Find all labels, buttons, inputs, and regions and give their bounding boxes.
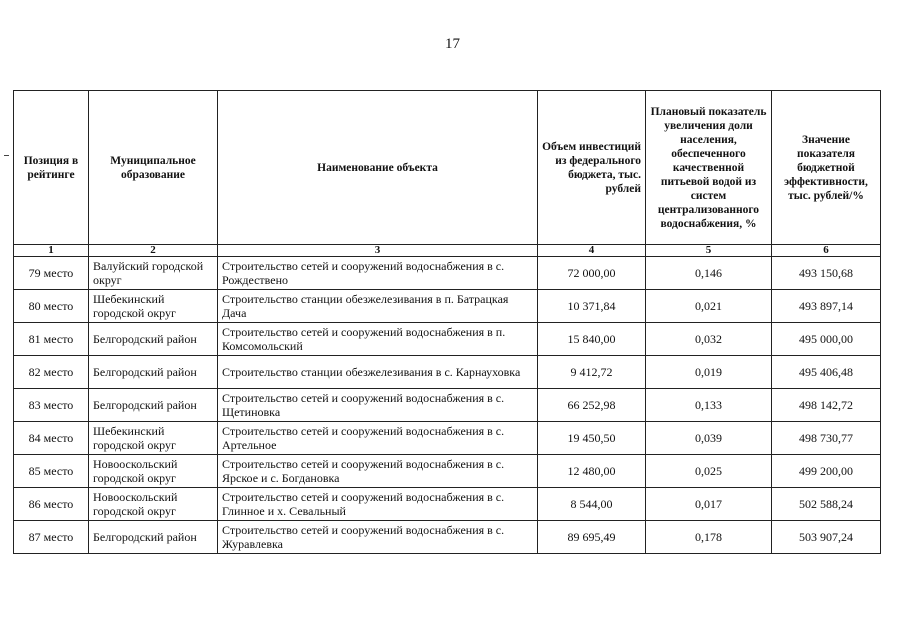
- margin-mark: [4, 155, 9, 156]
- cell-object: Строительство станции обезжелезивания в п. Батрацкая Дача: [218, 290, 538, 323]
- cell-municipality: Новооскольский городской округ: [89, 488, 218, 521]
- rating-table: [13, 90, 881, 554]
- column-number: 3: [218, 245, 538, 257]
- cell-investment: 10 371,84: [538, 290, 646, 323]
- cell-position: 87 место: [14, 521, 89, 554]
- table-row: [14, 356, 881, 389]
- cell-indicator: 0,021: [646, 290, 772, 323]
- cell-efficiency: 495 000,00: [772, 323, 881, 356]
- cell-object: Строительство сетей и сооружений водоснабжения в с. Артельное: [218, 422, 538, 455]
- cell-investment: 89 695,49: [538, 521, 646, 554]
- cell-object: Строительство сетей и сооружений водоснабжения в с. Журавлевка: [218, 521, 538, 554]
- cell-municipality: Белгородский район: [89, 323, 218, 356]
- cell-position: 82 место: [14, 356, 89, 389]
- cell-object: Строительство сетей и сооружений водоснабжения в с. Ярское и с. Богдановка: [218, 455, 538, 488]
- cell-efficiency: 498 142,72: [772, 389, 881, 422]
- page-number: 17: [445, 36, 460, 52]
- cell-municipality: Валуйский городской округ: [89, 257, 218, 290]
- cell-municipality: Белгородский район: [89, 356, 218, 389]
- cell-investment: 9 412,72: [538, 356, 646, 389]
- cell-object: Строительство сетей и сооружений водоснабжения в с. Рождествено: [218, 257, 538, 290]
- table-body: [14, 257, 881, 554]
- cell-investment: 12 480,00: [538, 455, 646, 488]
- cell-indicator: 0,178: [646, 521, 772, 554]
- cell-indicator: 0,019: [646, 356, 772, 389]
- cell-indicator: 0,017: [646, 488, 772, 521]
- cell-object: Строительство станции обезжелезивания в с. Карнауховка: [218, 356, 538, 389]
- cell-efficiency: 498 730,77: [772, 422, 881, 455]
- cell-efficiency: 503 907,24: [772, 521, 881, 554]
- cell-efficiency: 495 406,48: [772, 356, 881, 389]
- header-investment: Объем инвестиций из федерального бюджета, тыс. рублей: [538, 91, 646, 245]
- cell-position: 79 место: [14, 257, 89, 290]
- header-indicator: Плановый показатель увеличения доли населения, обеспеченного качественной питьевой водой из систем централизованного водоснабжения, %: [646, 91, 772, 245]
- table-row: [14, 488, 881, 521]
- cell-investment: 15 840,00: [538, 323, 646, 356]
- column-number: 5: [646, 245, 772, 257]
- cell-position: 80 место: [14, 290, 89, 323]
- cell-object: Строительство сетей и сооружений водоснабжения в п. Комсомольский: [218, 323, 538, 356]
- cell-investment: 8 544,00: [538, 488, 646, 521]
- table-row: [14, 389, 881, 422]
- cell-municipality: Белгородский район: [89, 521, 218, 554]
- cell-efficiency: 493 897,14: [772, 290, 881, 323]
- cell-indicator: 0,032: [646, 323, 772, 356]
- cell-efficiency: 499 200,00: [772, 455, 881, 488]
- cell-position: 83 место: [14, 389, 89, 422]
- column-number: 6: [772, 245, 881, 257]
- cell-indicator: 0,133: [646, 389, 772, 422]
- column-number: 2: [89, 245, 218, 257]
- header-efficiency: Значение показателя бюджетной эффективности, тыс. рублей/%: [772, 91, 881, 245]
- table-row: [14, 455, 881, 488]
- table-row: [14, 323, 881, 356]
- table-row: [14, 290, 881, 323]
- table-row: [14, 257, 881, 290]
- cell-efficiency: 502 588,24: [772, 488, 881, 521]
- header-municipality: Муниципальное образование: [89, 91, 218, 245]
- cell-position: 86 место: [14, 488, 89, 521]
- table-row: [14, 521, 881, 554]
- cell-municipality: Новооскольский городской округ: [89, 455, 218, 488]
- cell-municipality: Шебекинский городской округ: [89, 290, 218, 323]
- header-row: [14, 91, 881, 245]
- cell-position: 84 место: [14, 422, 89, 455]
- cell-investment: 66 252,98: [538, 389, 646, 422]
- cell-object: Строительство сетей и сооружений водоснабжения в с. Глинное и х. Севальный: [218, 488, 538, 521]
- column-number: 4: [538, 245, 646, 257]
- column-number-row: [14, 245, 881, 257]
- cell-object: Строительство сетей и сооружений водоснабжения в с. Щетиновка: [218, 389, 538, 422]
- cell-indicator: 0,039: [646, 422, 772, 455]
- header-object: Наименование объекта: [218, 91, 538, 245]
- cell-position: 81 место: [14, 323, 89, 356]
- cell-municipality: Белгородский район: [89, 389, 218, 422]
- cell-municipality: Шебекинский городской округ: [89, 422, 218, 455]
- table-row: [14, 422, 881, 455]
- column-number: 1: [14, 245, 89, 257]
- cell-indicator: 0,025: [646, 455, 772, 488]
- cell-investment: 72 000,00: [538, 257, 646, 290]
- cell-indicator: 0,146: [646, 257, 772, 290]
- header-position: Позиция в рейтинге: [14, 91, 89, 245]
- cell-efficiency: 493 150,68: [772, 257, 881, 290]
- cell-position: 85 место: [14, 455, 89, 488]
- cell-investment: 19 450,50: [538, 422, 646, 455]
